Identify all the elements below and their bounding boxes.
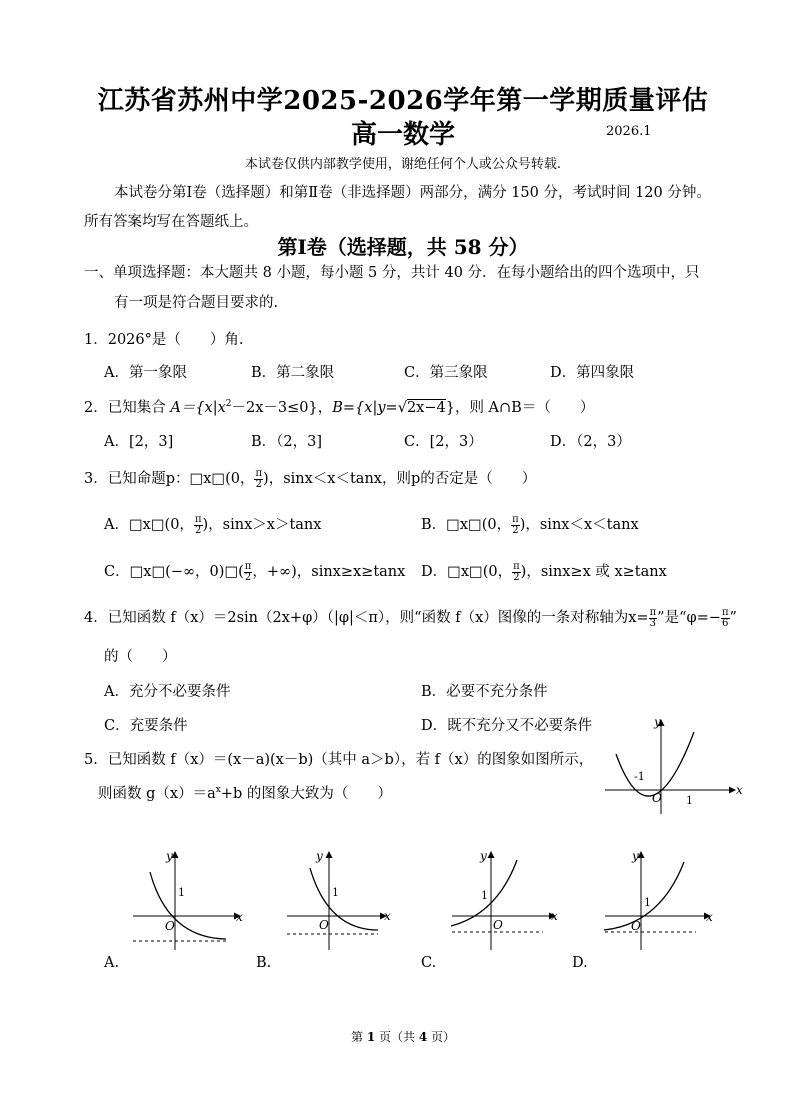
svg-text:O: O (319, 918, 329, 932)
q1-stem: 1．2026°是（ ）角. (84, 332, 244, 348)
svg-text:x: x (236, 910, 243, 924)
q4-option-c: C．充要条件 (104, 718, 188, 734)
label-y: y (654, 715, 661, 729)
q2-number: 2．已知集合 (84, 400, 171, 416)
svg-text:x: x (384, 909, 391, 923)
q2-option-c: C．[2，3） (404, 434, 483, 450)
q1-option-d: D．第四象限 (550, 365, 635, 381)
q2-set-a-rest: －2x－3≤0}， (231, 400, 333, 416)
option-b-graph (282, 846, 402, 956)
q3-stem (84, 467, 536, 490)
q3-option-d: D．□x□(0， $\frac{\pi}{2}$ )，sinx≥x 或 x≥tanx (421, 560, 667, 583)
q2-set-a: A＝{x|x (170, 400, 226, 416)
intro-line2: 所有答案均写在答题纸上。 (84, 214, 258, 230)
part1-instruction-line2: 有一项是符合题目要求的. (114, 295, 279, 311)
svg-text:1: 1 (481, 889, 488, 902)
q1-option-a: A．第一象限 (104, 365, 187, 381)
parabola-curve (616, 732, 694, 796)
option-a-graph (128, 846, 248, 956)
q1-option-b: B．第二象限 (251, 365, 335, 381)
section-title: 第Ⅰ卷（选择题，共 58 分） (277, 235, 529, 259)
part1-instruction-line1: 一、单项选择题：本大题共 8 小题，每小题 5 分，共计 40 分．在每小题给出的四个选项中，只 (84, 265, 700, 281)
exam-date: 2026.1 (606, 124, 652, 139)
page-number: 1 (366, 1030, 376, 1044)
label-x: x (736, 783, 743, 797)
q2-stem: 2．已知集合 $A=\{x|x^2-2x-3\le 0\}$，B={x|y=√2x−4}，则 A∩B＝（ ） (84, 399, 595, 416)
svg-text:x: x (551, 909, 558, 923)
q5-stem-line2: 则函数 $g(x)=a^x+b$ 的图象大致为（ ） (98, 785, 392, 802)
q5-option-a-label: A. (104, 955, 120, 971)
q1-option-c: C．第三象限 (404, 365, 488, 381)
q2-option-d: D．（2，3） (550, 434, 631, 450)
label-one: 1 (686, 794, 693, 807)
q4-stem-tail: 的（ ） (104, 649, 177, 665)
svg-text:y: y (316, 849, 323, 863)
q5-option-c-label: C. (421, 955, 437, 971)
q3-option-a: A．□x□(0， $\frac{\pi}{2}$ )，sinx＞x＞tanx (104, 513, 322, 536)
option-c-graph (447, 846, 567, 956)
fx-graph (600, 712, 750, 820)
fraction-pi-over-2: $\frac{\pi}{2}$ (255, 467, 263, 490)
q4-option-a: A．充分不必要条件 (104, 684, 231, 700)
q5-option-b-label: B. (256, 955, 272, 971)
svg-text:y: y (480, 849, 487, 863)
page-footer: 第 1 页（共 4 页） (350, 1030, 455, 1044)
q2-set-b: B={x|y= (332, 400, 398, 416)
svg-text:O: O (493, 918, 503, 932)
svg-text:1: 1 (178, 886, 185, 899)
q2-set-b-rest: }，则 A∩B＝（ ） (445, 400, 595, 416)
svg-text:x: x (706, 910, 713, 924)
copyright-notice: 本试卷仅供内部教学使用，谢绝任何个人或公众号转载. (244, 157, 562, 172)
subject-title: 高一数学 (350, 120, 455, 150)
q4-option-b: B．必要不充分条件 (421, 684, 548, 700)
label-neg-one: -1 (634, 770, 645, 783)
q2-sqrt: 2x−4 (406, 400, 446, 416)
q5-stem-line1: 5．已知函数 f（x）＝(x－a)(x－b)（其中 a＞b），若 f（x）的图象如图所示， (84, 752, 594, 768)
q3-option-c: C．□x□(−∞，0)□( $\frac{\pi}{2}$ ，+∞)，sinx≥x≥tanx (104, 560, 406, 583)
label-origin: O (652, 791, 662, 805)
exam-title: 江苏省苏州中学2025-2026学年第一学期质量评估 (97, 86, 709, 116)
svg-text:y: y (166, 849, 173, 863)
q3-stem-b: )，sinx＜x＜tanx，则p的否定是（ ） (263, 471, 537, 487)
svg-text:1: 1 (644, 896, 651, 909)
svg-text:y: y (632, 849, 639, 863)
q2-option-a: A．[2，3] (104, 434, 174, 450)
option-d-graph (600, 846, 720, 956)
svg-text:1: 1 (332, 886, 339, 899)
intro-line1: 本试卷分第Ⅰ卷（选择题）和第Ⅱ卷（非选择题）两部分，满分 150 分，考试时间 120 分钟。 (114, 185, 711, 201)
q3-stem-a: 3．已知命题p：□x□(0， (84, 471, 255, 487)
page-total: 4 (418, 1030, 428, 1044)
svg-text:O: O (165, 919, 175, 933)
q5-option-d-label: D. (572, 955, 588, 971)
q4-stem: 4．已知函数 f（x）＝2sin（2x+φ）（|φ|＜π），则“函数 f（x）图像的一条对称轴为x= $\frac{\pi}{3}$ ”是“φ=− $\frac{\pi}{6}$ ” (84, 606, 737, 629)
q2-option-b: B．（2，3] (251, 434, 323, 450)
svg-text:O: O (631, 919, 641, 933)
q3-option-b: B．□x□(0， $\frac{\pi}{2}$ )，sinx＜x＜tanx (421, 513, 639, 536)
q4-option-d: D．既不充分又不必要条件 (421, 718, 593, 734)
